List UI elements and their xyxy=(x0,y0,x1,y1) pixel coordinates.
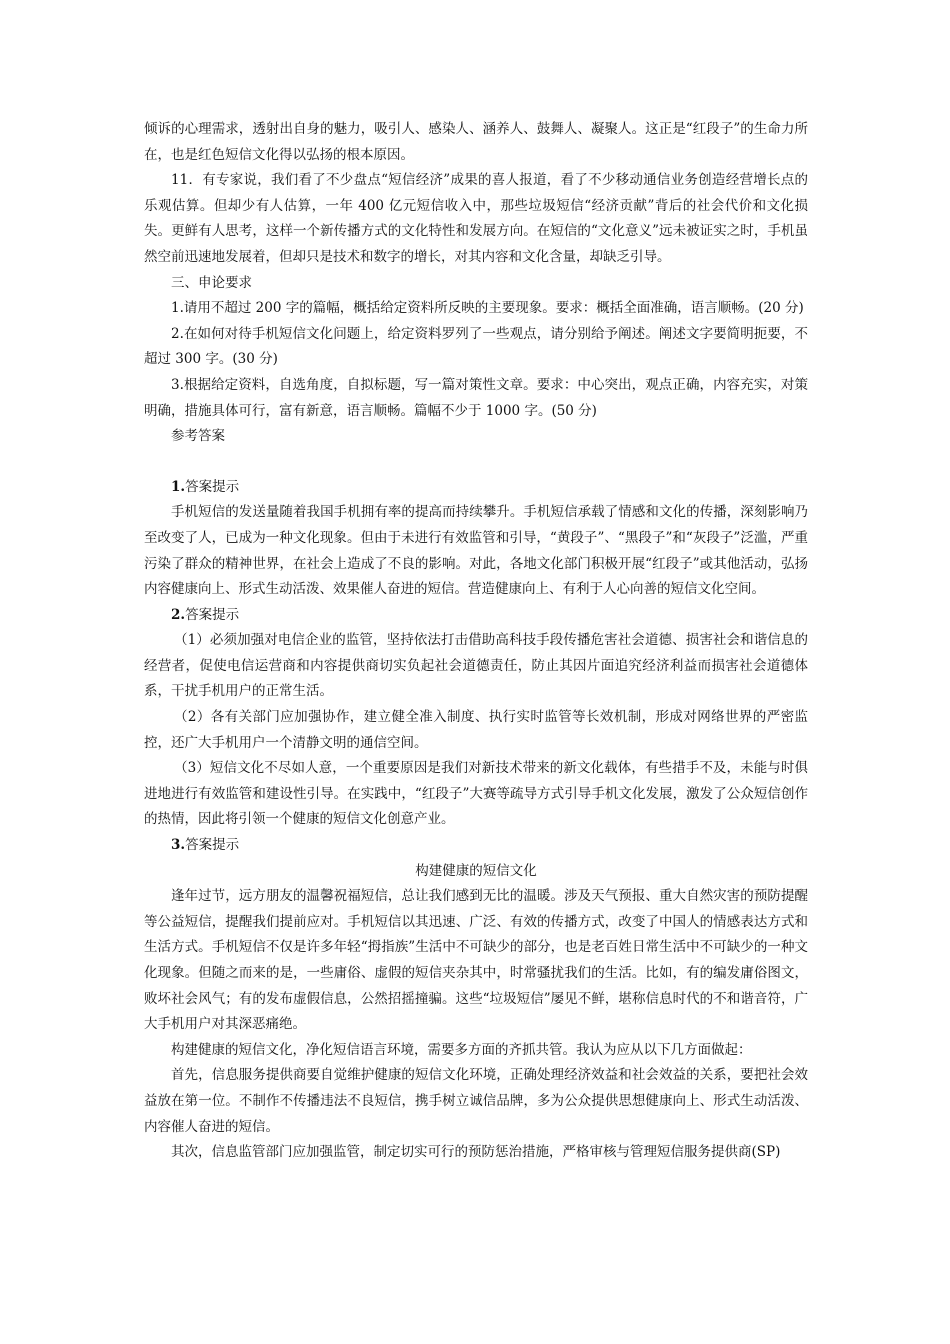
essay-paragraph-2: 构建健康的短信文化，净化短信语言环境，需要多方面的齐抓共管。我认为应从以下几方面做起： xyxy=(171,1041,752,1058)
essay-title: 构建健康的短信文化 xyxy=(415,862,537,879)
document-body xyxy=(144,117,808,1166)
requirement-2: 2.在如何对待手机短信文化问题上，给定资料罗列了一些观点，请分别给予阐述。阐述文字要简明扼要，不超过 300 字。(30 分) xyxy=(144,325,808,368)
answer-2-heading xyxy=(144,603,808,629)
answer-2-point-2: （2）各有关部门应加强协作，建立健全准入制度、执行实时监管等长效机制，形成对网络世界的严密监控，还广大手机用户一个清静文明的通信空间。 xyxy=(144,709,808,751)
essay-paragraph-1: 逢年过节，远方朋友的温馨祝福短信，总让我们感到无比的温暖。涉及天气预报、重大自然灾害的预防提醒等公益短信，提醒我们提前应对。手机短信以其迅速、广泛、有效的传播方式，改变了中国人的情感表达方式和生活方式。手机短信不仅是许多年轻“拇指族”生活中不可缺少的部分，也是老百姓日常生活中不可缺少的一种文化现象。但随之而来的是，一些庸俗、虚假的短信夹杂其中，时常骚扰我们的生活。比如，有的编发庸俗图文，败坏社会风气；有的发布虚假信息，公然招摇撞骗。这些“垃圾短信”屡见不鲜，堪称信息时代的不和谐音符，广大手机用户对其深恶痛绝。 xyxy=(144,888,808,1033)
answer-2-point-3: （3）短信文化不尽如人意，一个重要原因是我们对新技术带来的新文化载体，有些措手不及，未能与时俱进地进行有效监管和建设性引导。在实践中，“红段子”大赛等疏导方式引导手机文化发展，激发了公众短信创作的热情，因此将引领一个健康的短信文化创意产业。 xyxy=(144,760,808,828)
answer-2-label: 答案提示 xyxy=(185,606,240,623)
answer-1-number: 1. xyxy=(171,478,186,495)
essay-paragraph-3: 首先，信息服务提供商要自觉维护健康的短信文化环境，正确处理经济效益和社会效益的关系，要把社会效益放在第一位。不制作不传播违法不良短信，携手树立诚信品牌，多为公众提供思想健康向上、形式生动活泼、内容催人奋进的短信。 xyxy=(144,1067,808,1135)
section-heading-answers: 参考答案 xyxy=(171,428,225,445)
paragraph-continued: 倾诉的心理需求，透射出自身的魅力，吸引人、感染人、涵养人、鼓舞人、凝聚人。这正是“红段子”的生命力所在，也是红色短信文化得以弘扬的根本原因。 xyxy=(144,121,808,163)
requirement-1: 1.请用不超过 200 字的篇幅，概括给定资料所反映的主要现象。要求：概括全面准确，语言顺畅。(20 分) xyxy=(171,300,804,317)
answer-1-label: 答案提示 xyxy=(185,478,240,495)
answer-1-heading xyxy=(144,475,808,501)
answer-2-point-1: （1）必须加强对电信企业的监管，坚持依法打击借助高科技手段传播危害社会道德、损害社会和谐信息的经营者，促使电信运营商和内容提供商切实负起社会道德责任，防止其因片面追究经济利益而损害社会道德体系，干扰手机用户的正常生活。 xyxy=(144,632,808,700)
blank-line xyxy=(144,450,808,475)
answer-1-body: 手机短信的发送量随着我国手机拥有率的提高而持续攀升。手机短信承载了情感和文化的传播，深刻影响乃至改变了人，已成为一种文化现象。但由于未进行有效监管和引导，“黄段子”、“黑段子”和“灰段子”泛滥，严重污染了群众的精神世界，在社会上造成了不良的影响。对此，各地文化部门积极开展“红段子”或其他活动，弘扬内容健康向上、形式生动活泼、效果催人奋进的短信。营造健康向上、有利于人心向善的短信文化空间。 xyxy=(144,504,808,598)
section-heading-requirements: 三、申论要求 xyxy=(171,274,252,291)
answer-3-heading xyxy=(144,833,808,859)
answer-3-number: 3. xyxy=(171,837,186,854)
paragraph-item-11: 11．有专家说，我们看了不少盘点“短信经济”成果的喜人报道，看了不少移动通信业务创造经营增长点的乐观估算。但却少有人估算，一年 400 亿元短信收入中，那些垃圾短信“经济贡献”背后的社会代价和文化损失。更鲜有人思考，这样一个新传播方式的文化特性和发展方向。在短信的“文化意义”远未被证实之时，手机虽然空前迅速地发展着，但却只是技术和数字的增长，对其内容和文化含量，却缺乏引导。 xyxy=(144,172,808,265)
essay-paragraph-4: 其次，信息监管部门应加强监管，制定切实可行的预防惩治措施，严格审核与管理短信服务提供商(SP) xyxy=(171,1144,781,1161)
answer-2-number: 2. xyxy=(171,606,186,623)
requirement-3: 3.根据给定资料，自选角度，自拟标题，写一篇对策性文章。要求：中心突出，观点正确，内容充实，对策明确，措施具体可行，富有新意，语言顺畅。篇幅不少于 1000 字。(50 分) xyxy=(144,376,808,419)
answer-3-label: 答案提示 xyxy=(185,837,240,854)
